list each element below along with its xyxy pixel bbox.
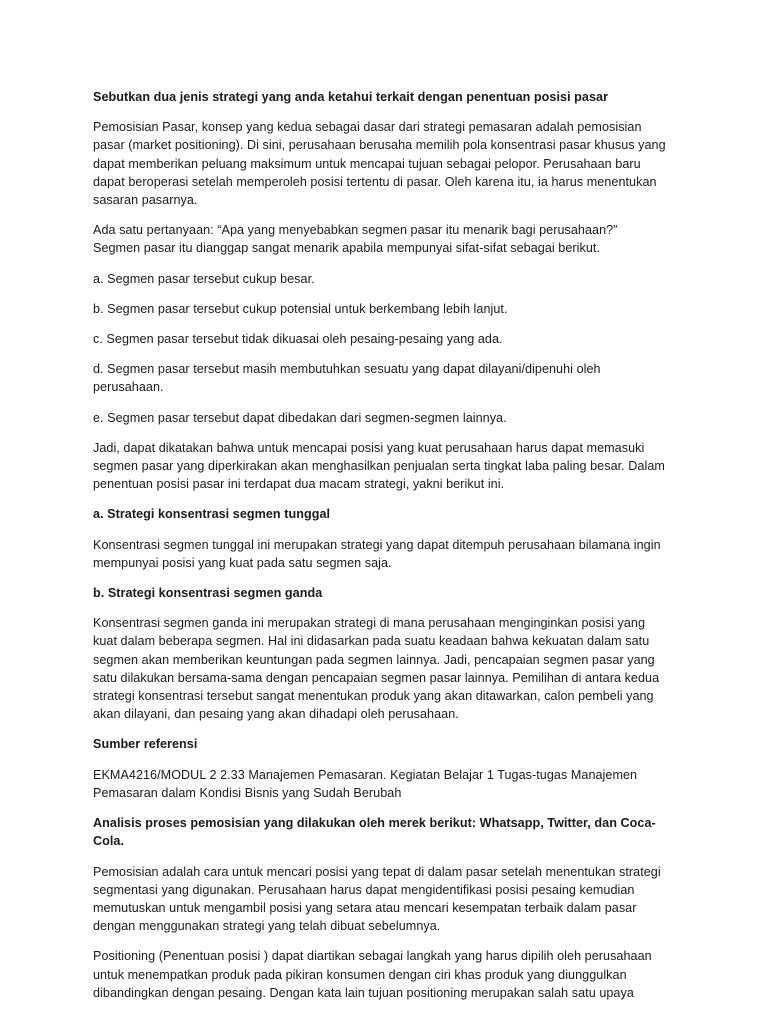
- heading-sumber-referensi: Sumber referensi: [93, 737, 198, 752]
- paragraph-kesimpulan: Jadi, dapat dikatakan bahwa untuk mencapai posisi yang kuat perusahaan harus dapat memasuki segmen pasar yang diperkirakan akan menghasilkan penjualan serta tingkat laba paling besar. Dalam penentuan posisi pasar ini terdapat dua macam strategi, yakni berikut ini.: [93, 440, 665, 492]
- heading-segmen-ganda: b. Strategi konsentrasi segmen ganda: [93, 586, 323, 601]
- paragraph-pertanyaan: Ada satu pertanyaan: “Apa yang menyebabkan segmen pasar itu menarik bagi perusahaan?” Segmen pasar itu dianggap sangat menarik apabila mempunyai sifat-sifat sebagai berikut.: [93, 223, 618, 256]
- paragraph-segmen-tunggal: Konsentrasi segmen tunggal ini merupakan strategi yang dapat ditempuh perusahaan bilamana ingin mempunyai posisi yang kuat pada satu segmen saja.: [93, 537, 661, 570]
- paragraph-pemosisian-pasar: Pemosisian Pasar, konsep yang kedua sebagai dasar dari strategi pemasaran adalah pemosisian pasar (market positioning). Di sini, perusahaan berusaha memilih pola konsentrasi pasar khusus yang dapat memberikan peluang maksimum untuk mencapai tujuan sebagai pelopor. Perusahaan baru dapat beroperasi setelah memperoleh posisi tertentu di pasar. Oleh karena itu, ia harus menentukan sasaran pasarnya.: [93, 120, 666, 208]
- question-heading-1: Sebutkan dua jenis strategi yang anda ketahui terkait dengan penentuan posisi pasar: [93, 90, 609, 104]
- paragraph-referensi: EKMA4216/MODUL 2 2.33 Manajemen Pemasaran. Kegiatan Belajar 1 Tugas-tugas Manajemen Pemasaran dalam Kondisi Bisnis yang Sudah Berubah: [93, 767, 638, 800]
- list-item: d. Segmen pasar tersebut masih membutuhkan sesuatu yang dapat dilayani/dipenuhi oleh perusahaan.: [93, 362, 601, 395]
- paragraph-segmen-ganda: Konsentrasi segmen ganda ini merupakan strategi di mana perusahaan menginginkan posisi yang kuat dalam beberapa segmen. Hal ini didasarkan pada suatu keadaan bahwa kekuatan dalam satu segmen akan memberikan keuntungan pada segmen lainnya. Jadi, pencapaian segmen pasar yang satu dilakukan bersama-sama dengan pencapaian segmen pasar lainnya. Pemilihan di antara kedua strategi konsentrasi tersebut sangat menentukan produk yang akan ditawarkan, calon pembeli yang akan dilayani, dan pesaing yang akan dihadapi oleh perusahaan.: [93, 616, 660, 722]
- list-item: b. Segmen pasar tersebut cukup potensial untuk berkembang lebih lanjut.: [93, 301, 508, 316]
- paragraph-positioning: Positioning (Penentuan posisi ) dapat diartikan sebagai langkah yang harus dipilih oleh perusahaan untuk menempatkan produk pada pikiran konsumen dengan ciri khas produk yang diunggulkan dibandingkan dengan pesaing. Dengan kata lain tujuan positioning merupakan salah satu upaya: [93, 949, 652, 1000]
- list-item: a. Segmen pasar tersebut cukup besar.: [93, 271, 315, 286]
- question-heading-2: Analisis proses pemosisian yang dilakukan oleh merek berikut: Whatsapp, Twitter, dan Coca-Cola.: [93, 816, 656, 849]
- heading-segmen-tunggal: a. Strategi konsentrasi segmen tunggal: [93, 507, 331, 522]
- list-item: e. Segmen pasar tersebut dapat dibedakan dari segmen-segmen lainnya.: [93, 410, 507, 425]
- list-item: c. Segmen pasar tersebut tidak dikuasai oleh pesaing-pesaing yang ada.: [93, 332, 503, 347]
- paragraph-pemosisian: Pemosisian adalah cara untuk mencari posisi yang tepat di dalam pasar setelah menentukan strategi segmentasi yang digunakan. Perusahaan harus dapat mengidentifikasi posisi pesaing kemudian memutuskan untuk mengambil posisi yang setara atau mencari kesempatan terbaik dalam pasar dengan menggunakan strategi yang telah dibuat sebelumnya.: [93, 864, 661, 934]
